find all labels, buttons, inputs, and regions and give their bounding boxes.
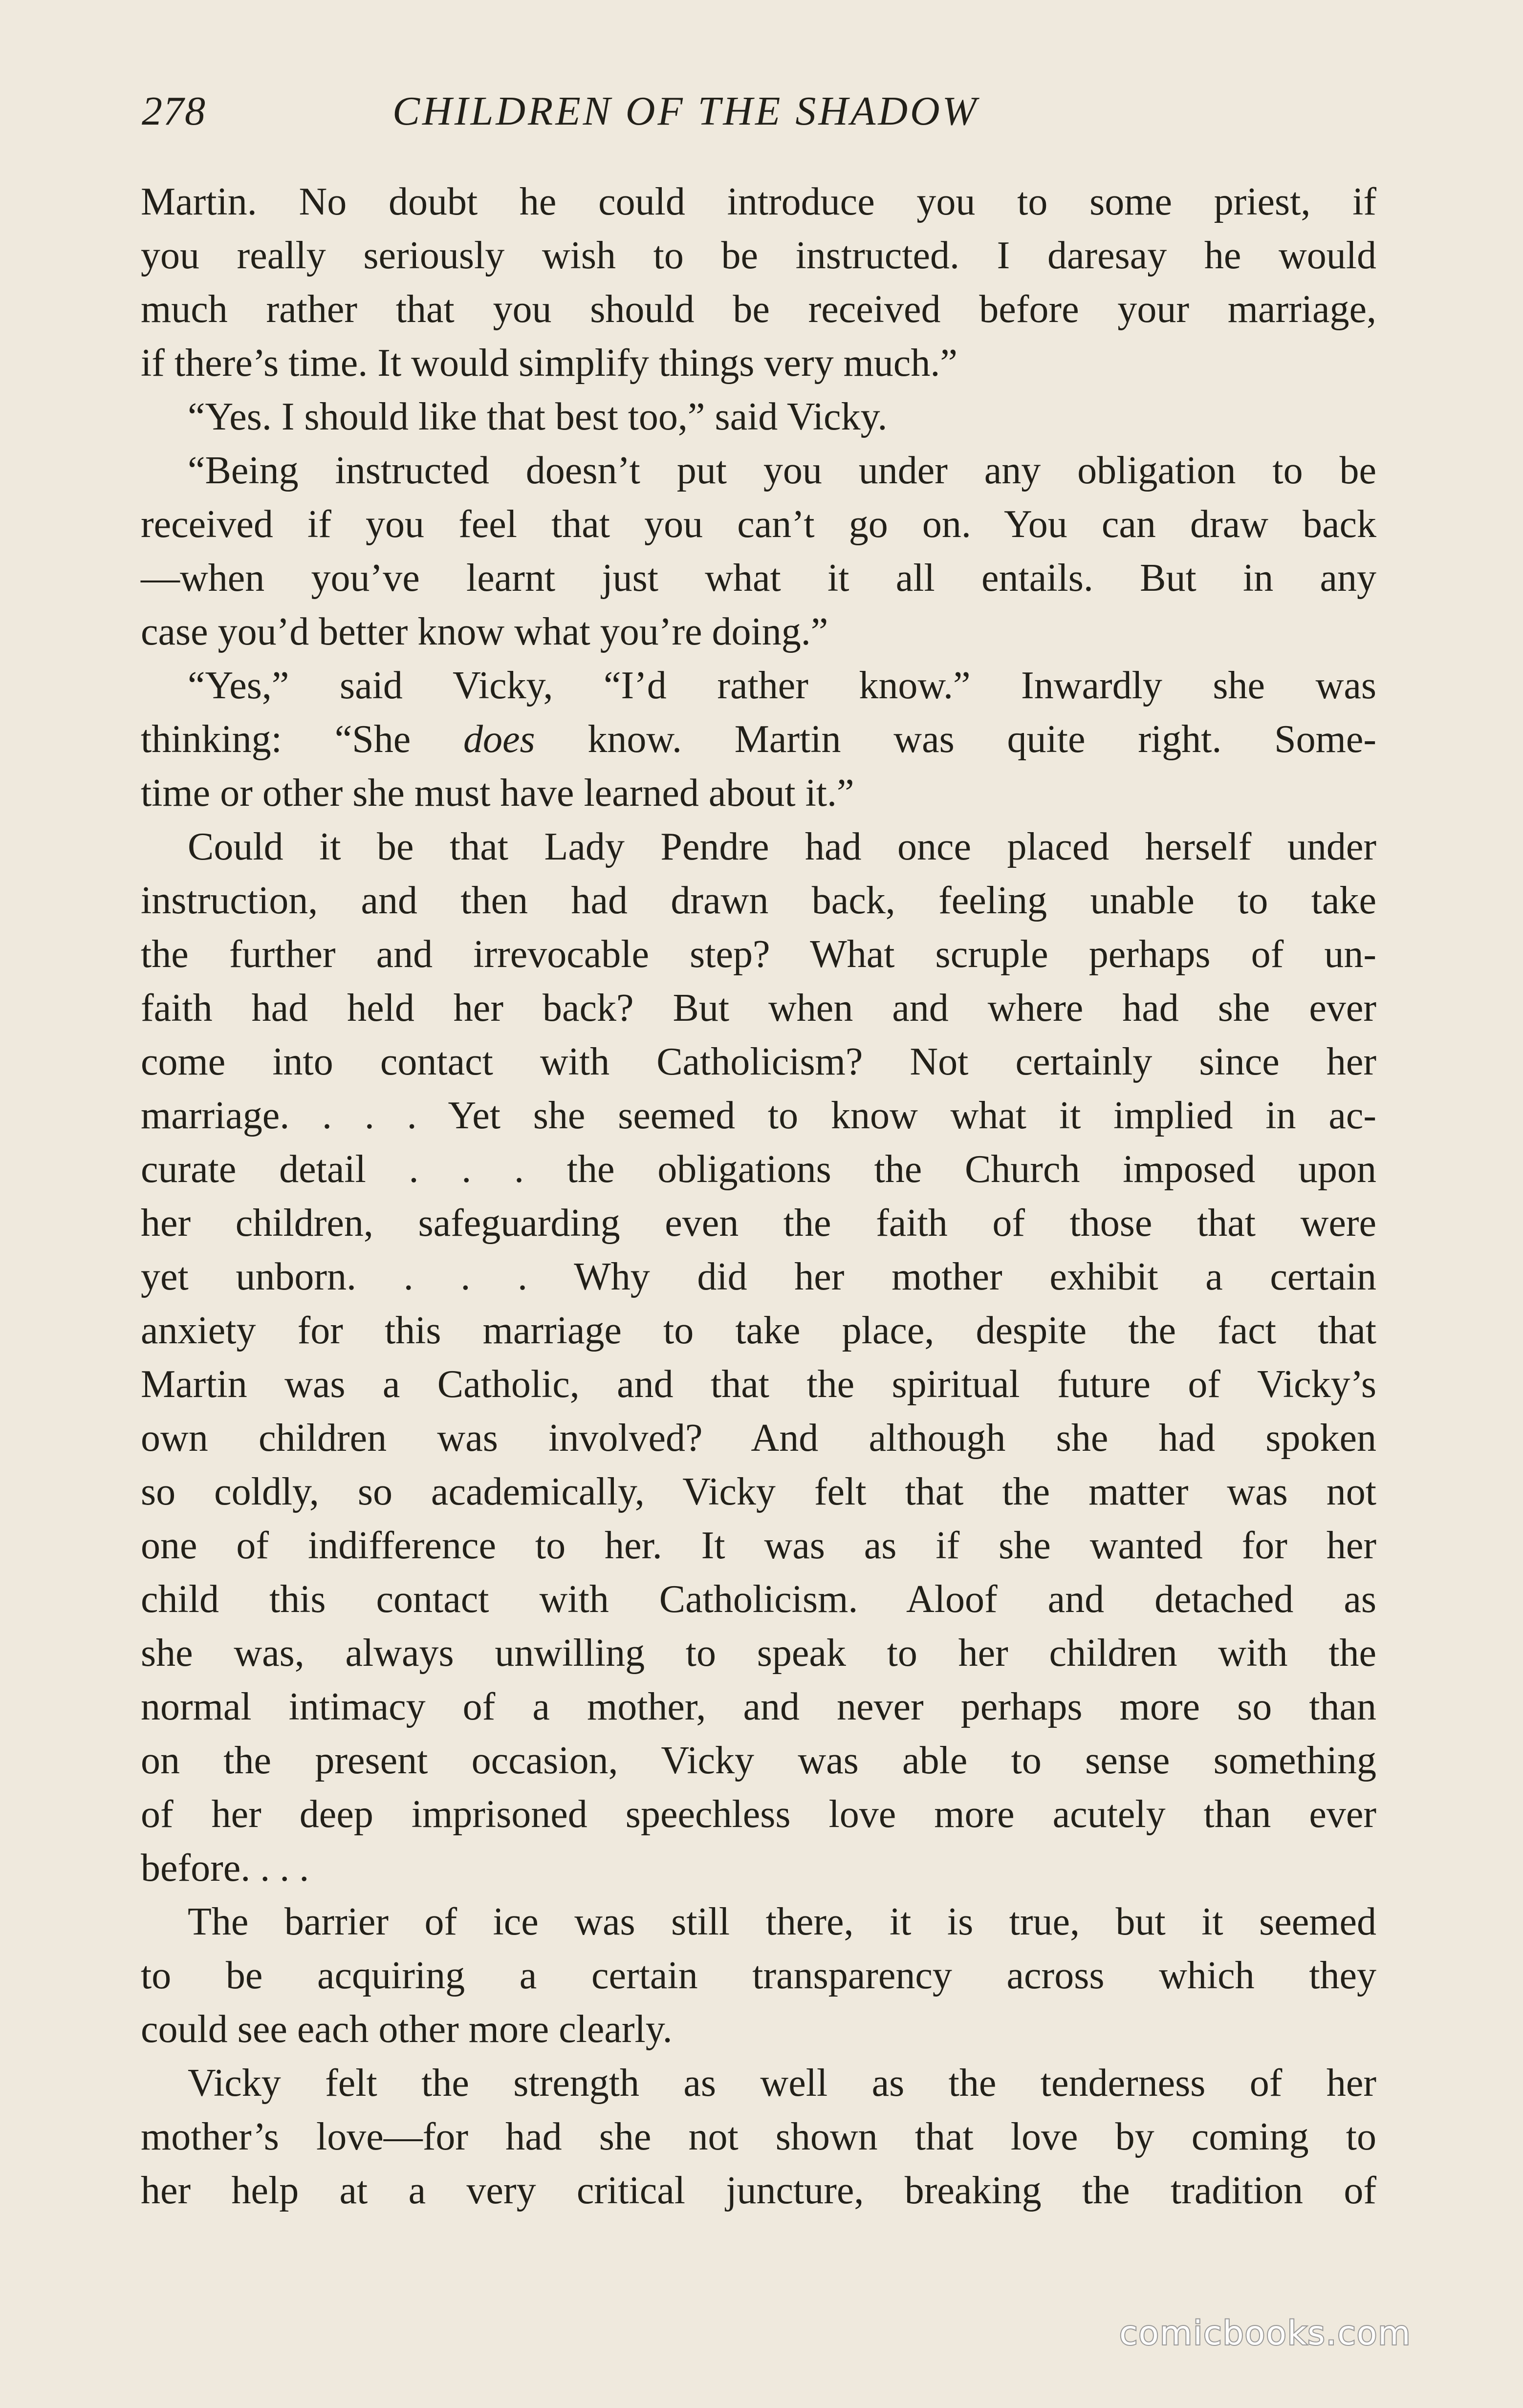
text-line: if there’s time. It would simplify things very much.”: [141, 342, 957, 385]
text-line: mother’s love—for had she not shown that love by coming to: [141, 2115, 1376, 2158]
text-line: instruction, and then had drawn back, feeling unable to take: [141, 879, 1376, 922]
text-line: one of indifference to her. It was as if she wanted for her: [141, 1524, 1376, 1567]
text-line: could see each other more clearly.: [141, 2008, 673, 2051]
text-line: normal intimacy of a mother, and never perhaps more so than: [141, 1685, 1376, 1728]
text-line: before. . . .: [141, 1847, 309, 1890]
text-line: so coldly, so academically, Vicky felt that the matter was not: [141, 1470, 1376, 1513]
body-text: [141, 175, 1376, 2217]
text-line: her help at a very critical juncture, breaking the tradition of: [141, 2169, 1376, 2212]
text-line: own children was involved? And although she had spoken: [141, 1417, 1376, 1460]
text-line: of her deep imprisoned speechless love more acutely than ever: [141, 1793, 1376, 1836]
text-line: Could it be that Lady Pendre had once placed herself under: [188, 825, 1376, 868]
watermark: comicbooks.com: [1119, 2314, 1412, 2353]
text-line: The barrier of ice was still there, it is true, but it seemed: [188, 1900, 1376, 1943]
text-line: on the present occasion, Vicky was able to sense something: [141, 1739, 1376, 1782]
page-header: [142, 82, 1378, 150]
text-line: —when you’ve learnt just what it all entails. But in any: [141, 557, 1376, 600]
text-line: Martin was a Catholic, and that the spiritual future of Vicky’s: [141, 1363, 1376, 1406]
text-line: “Yes,” said Vicky, “I’d rather know.” Inwardly she was: [188, 664, 1376, 707]
text-line: child this contact with Catholicism. Aloof and detached as: [141, 1578, 1376, 1621]
text-line: curate detail . . . the obligations the Church imposed upon: [141, 1148, 1376, 1191]
text-line: Vicky felt the strength as well as the tenderness of her: [188, 2062, 1376, 2105]
text-line: the further and irrevocable step? What scruple perhaps of un-: [141, 933, 1376, 976]
text-line: time or other she must have learned about it.”: [141, 772, 854, 815]
text-line: case you’d better know what you’re doing.”: [141, 610, 828, 653]
text-line: yet unborn. . . . Why did her mother exhibit a certain: [141, 1255, 1376, 1298]
text-line: she was, always unwilling to speak to her children with the: [141, 1632, 1376, 1675]
text-line: her children, safeguarding even the faith of those that were: [141, 1202, 1376, 1245]
page-number: 278: [142, 88, 206, 134]
text-line: faith had held her back? But when and where had she ever: [141, 987, 1376, 1030]
text-line: received if you feel that you can’t go on. You can draw back: [141, 503, 1376, 546]
emphasis: does: [463, 718, 535, 761]
text-line: “Being instructed doesn’t put you under any obligation to be: [188, 449, 1376, 492]
text-line: Martin. No doubt he could introduce you to some priest, if: [141, 180, 1376, 223]
text-line: much rather that you should be received before your marriage,: [141, 288, 1376, 331]
running-title: CHILDREN OF THE SHADOW: [392, 88, 979, 134]
text-line: “Yes. I should like that best too,” said Vicky.: [188, 395, 888, 438]
text-line: anxiety for this marriage to take place, despite the fact that: [141, 1309, 1376, 1352]
text-line: you really seriously wish to be instructed. I daresay he would: [141, 234, 1376, 277]
text-line: thinking: “She does know. Martin was quite right. Some-: [141, 718, 1376, 761]
text-line: come into contact with Catholicism? Not certainly since her: [141, 1040, 1376, 1083]
text-line: marriage. . . . Yet she seemed to know what it implied in ac-: [141, 1094, 1376, 1137]
text-line: to be acquiring a certain transparency across which they: [141, 1954, 1376, 1997]
